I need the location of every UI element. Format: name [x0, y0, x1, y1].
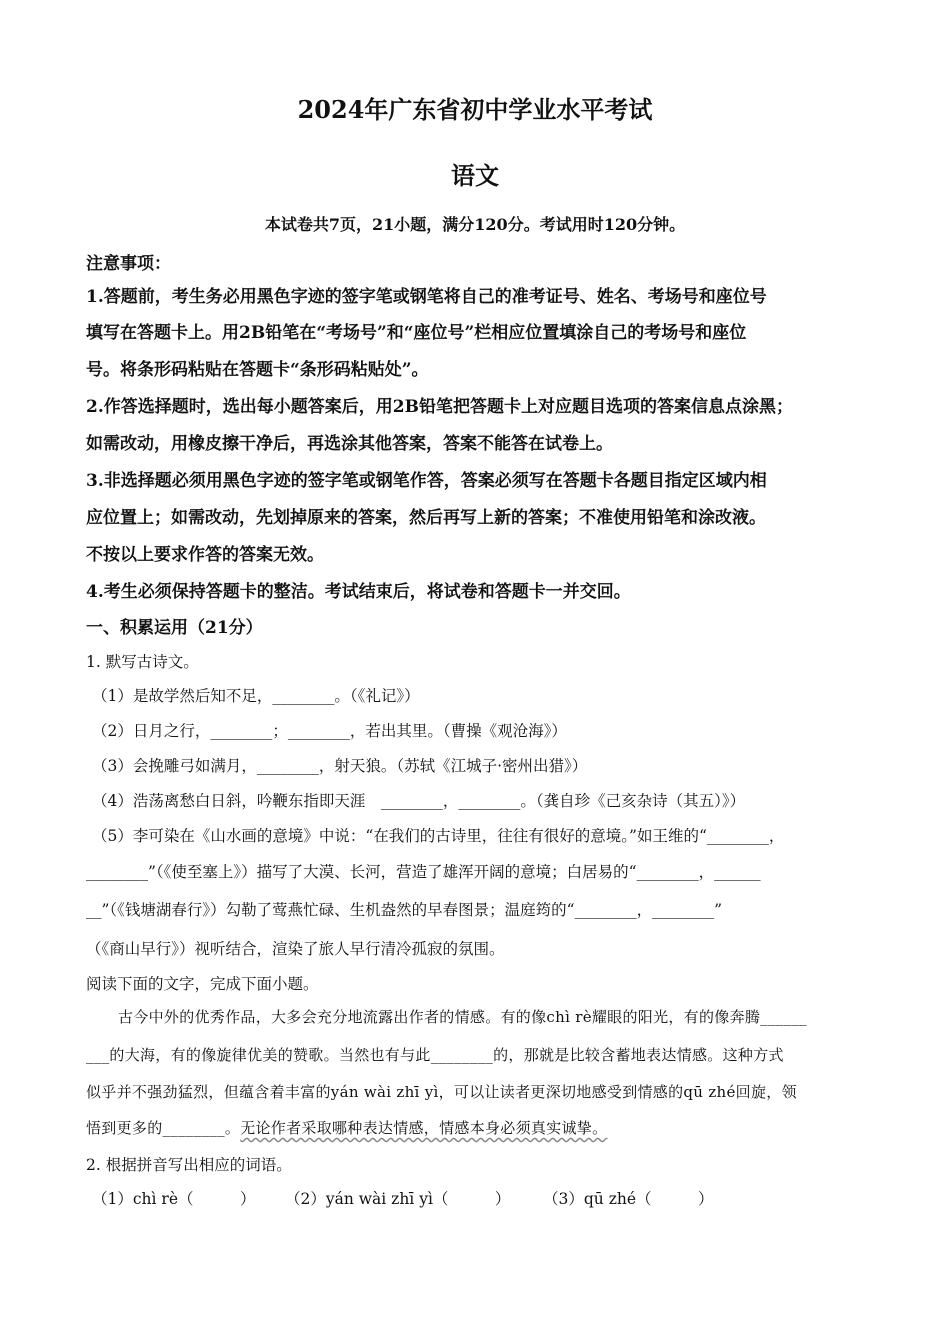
exam-info: 本试卷共7页，21小题，满分120分。考试用时120分钟。: [264, 215, 686, 234]
question-item: （2）日月之行，________；________，若出其里。（曹操《观沧海》）: [92, 722, 567, 740]
question-prompt: 1. 默写古诗文。: [86, 653, 199, 671]
notice-heading: 注意事项：: [86, 254, 171, 274]
question-item: （5）李可染在《山水画的意境》中说：“在我们的古诗里，往往有很好的意境。”如王维的“________，: [92, 827, 785, 845]
question-item: ________”（《使至塞上》）描写了大漠、长河，营造了雄浑开阔的意境；白居易的“________，______: [86, 863, 761, 881]
notice-line: 3.非选择题必须用黑色字迹的签字笔或钢笔作答，答案必须写在答题卡各题目指定区域内相: [86, 471, 767, 491]
section-heading: 一、积累运用（21分）: [86, 618, 263, 638]
question-item: （3）会挽雕弓如满月，________，射天狼。（苏轼《江城子·密州出猎》）: [92, 757, 588, 775]
notice-line: 应位置上；如需改动，先划掉原来的答案，然后再写上新的答案；不准使用铅笔和涂改液。: [86, 508, 766, 528]
notice-line: 1.答题前，考生务必用黑色字迹的签字笔或钢笔将自己的准考证号、姓名、考场号和座位号: [86, 287, 767, 307]
question-item: （《商山早行》）视听结合，渲染了旅人早行清冷孤寂的氛围。: [86, 940, 505, 958]
reading-prompt: 阅读下面的文字，完成下面小题。: [86, 975, 319, 993]
pinyin-item: （3）qū zhé（ ）: [543, 1190, 714, 1208]
passage-line: [86, 1117, 607, 1138]
wavy-underlined-sentence: 无论作者采取哪种表达情感，情感本身必须真实诚挚。: [240, 1119, 608, 1137]
notice-line: 号。将条形码粘贴在答题卡“条形码粘贴处”。: [86, 360, 429, 380]
question-prompt: 2. 根据拼音写出相应的词语。: [86, 1156, 292, 1174]
notice-line: 如需改动，用橡皮擦干净后，再选涂其他答案，答案不能答在试卷上。: [86, 434, 613, 454]
question-item: __”（《钱塘湖春行》）勾勒了莺燕忙碌、生机盎然的早春图景；温庭筠的“________，________”: [86, 901, 723, 919]
pinyin-item: （1）chì rè（ ）: [92, 1190, 256, 1208]
question-item: （4）浩荡离愁白日斜，吟鞭东指即天涯 ________，________。（龚自珍《己亥杂诗（其五）》）: [92, 792, 746, 810]
notice-line: 填写在答题卡上。用2B铅笔在“考场号”和“座位号”栏相应位置填涂自己的考场号和座位: [86, 323, 747, 343]
notice-line: 2.作答选择题时，选出每小题答案后，用2B铅笔把答题卡上对应题目选项的答案信息点涂黑；: [86, 397, 793, 417]
passage-line: 似乎并不强劲猛烈，但蕴含着丰富的yán wài zhī yì，可以让读者更深切地感受到情感的qū zhé回旋，领: [86, 1083, 797, 1101]
exam-title: 2024年广东省初中学业水平考试: [297, 95, 653, 124]
notice-line: 4.考生必须保持答题卡的整洁。考试结束后，将试卷和答题卡一并交回。: [86, 582, 631, 602]
notice-line: 不按以上要求作答的答案无效。: [86, 545, 324, 565]
question-item: （1）是故学然后知不足，________。（《礼记》）: [92, 687, 420, 705]
pinyin-item: （2）yán wài zhī yì（ ）: [285, 1190, 511, 1208]
subject-title: 语文: [451, 161, 499, 190]
passage-text: 悟到更多的________。: [86, 1119, 241, 1137]
passage-line: ___的大海，有的像旋律优美的赞歌。当然也有与此________的，那就是比较含蓄地表达情感。这种方式: [86, 1046, 784, 1064]
passage-line: 古今中外的优秀作品，大多会充分地流露出作者的情感。有的像chì rè耀眼的阳光，有的像奔腾______: [118, 1008, 807, 1026]
